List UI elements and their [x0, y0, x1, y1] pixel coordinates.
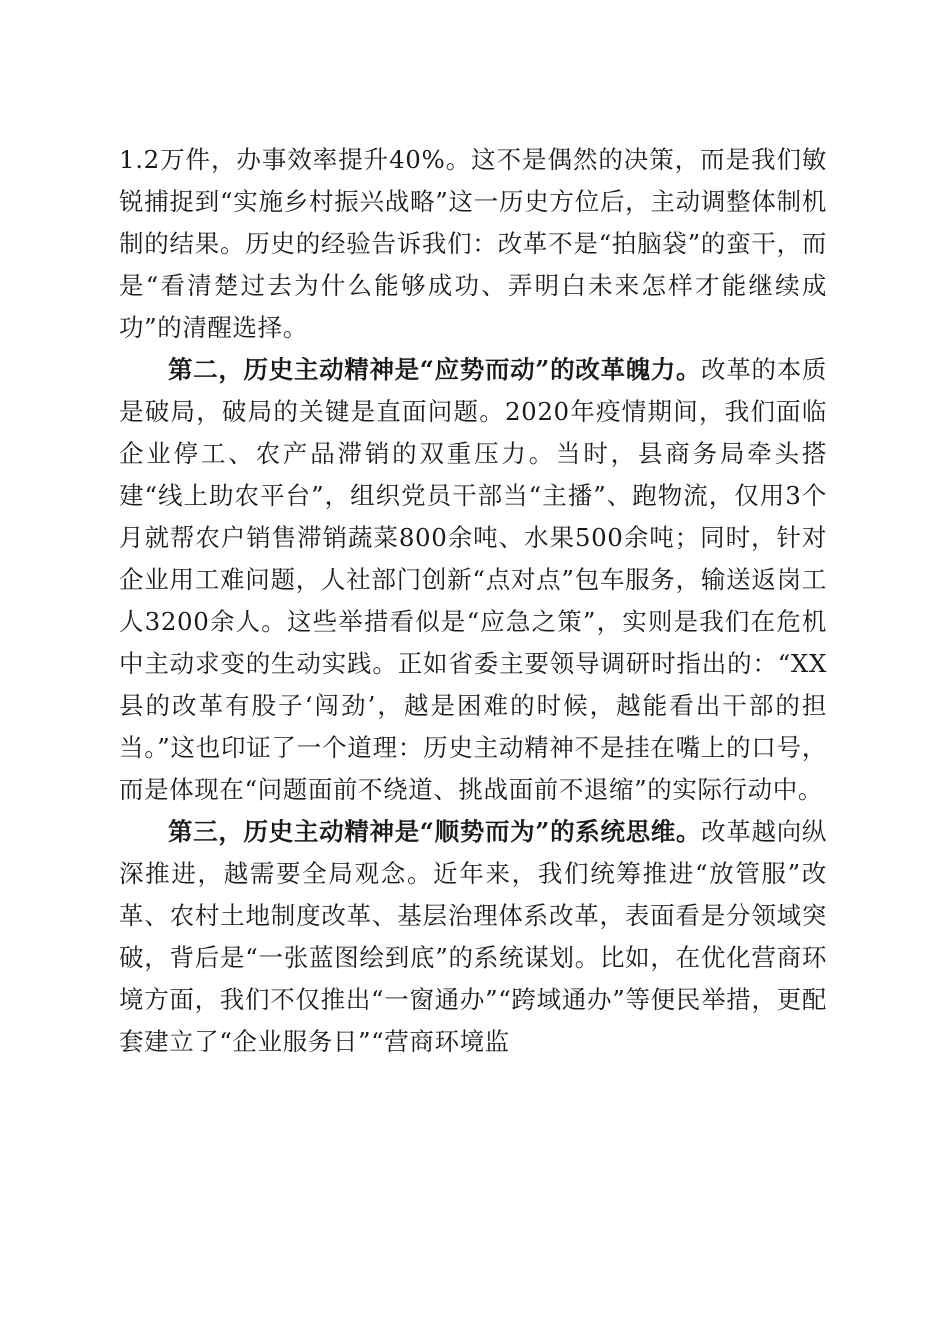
document-body: [119, 139, 827, 1063]
paragraph-1-text: 1.2万件，办事效率提升40%。这不是偶然的决策，而是我们敏锐捕捉到“实施乡村振兴战略”这一历史方位后，主动调整体制机制的结果。历史的经验告诉我们：改革不是“拍脑袋”的蛮干，而是“看清楚过去为什么能够成功、弄明白未来怎样才能继续成功”的清醒选择。: [119, 145, 827, 342]
paragraph-3: [119, 811, 827, 1063]
paragraph-1: [119, 139, 827, 349]
paragraph-2-lead: 第二，历史主动精神是“应势而动”的改革魄力。: [168, 355, 702, 384]
paragraph-3-text: 改革越向纵深推进，越需要全局观念。近年来，我们统筹推进“放管服”改革、农村土地制度改革、基层治理体系改革，表面看是分领域突破，背后是“一张蓝图绘到底”的系统谋划。比如，在优化营商环境方面，我们不仅推出“一窗通办”“跨域通办”等便民举措，更配套建立了“企业服务日”“营商环境监: [119, 817, 827, 1056]
paragraph-3-lead: 第三，历史主动精神是“顺势而为”的系统思维。: [168, 817, 702, 846]
paragraph-2: [119, 349, 827, 811]
paragraph-2-text: 改革的本质是破局，破局的关键是直面问题。2020年疫情期间，我们面临企业停工、农产品滞销的双重压力。当时，县商务局牵头搭建“线上助农平台”，组织党员干部当“主播”、跑物流，仅用3个月就帮农户销售滞销蔬菜800余吨、水果500余吨；同时，针对企业用工难问题，人社部门创新“点对点”包车服务，输送返岗工人3200余人。这些举措看似是“应急之策”，实则是我们在危机中主动求变的生动实践。正如省委主要领导调研时指出的：“XX县的改革有股子‘闯劲’，越是困难的时候，越能看出干部的担当。”这也印证了一个道理：历史主动精神不是挂在嘴上的口号，而是体现在“问题面前不绕道、挑战面前不退缩”的实际行动中。: [119, 355, 827, 804]
